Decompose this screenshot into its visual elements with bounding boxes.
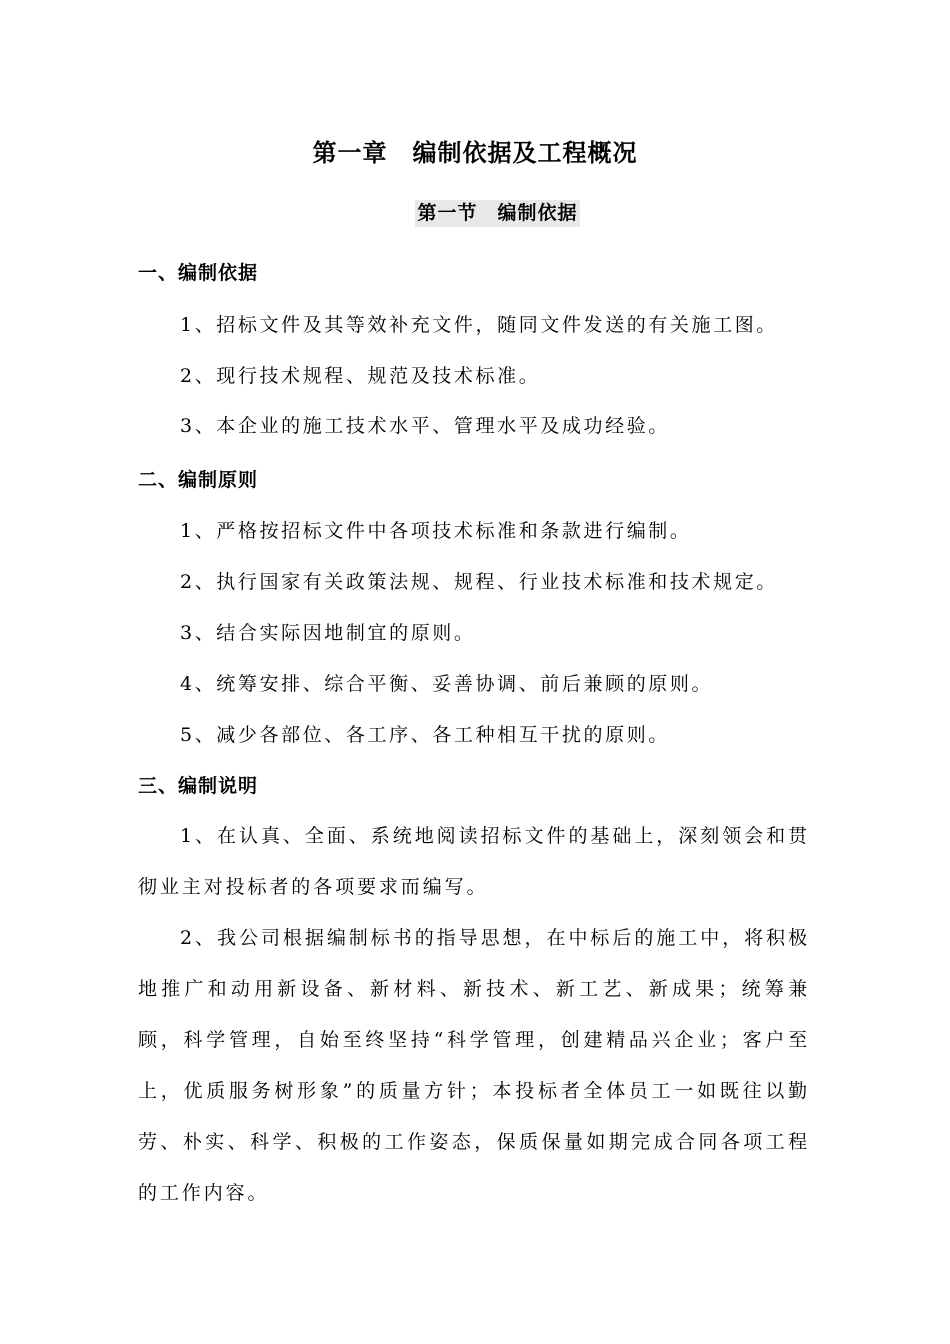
basis-item-3: 3、本企业的施工技术水平、管理水平及成功经验。 xyxy=(180,415,670,437)
heading-notes: 三、编制说明 xyxy=(138,775,259,797)
heading-basis: 一、编制依据 xyxy=(138,262,259,284)
principle-item-2: 2、执行国家有关政策法规、规程、行业技术标准和技术规定。 xyxy=(180,571,778,593)
section-title-wrap xyxy=(0,200,950,227)
principle-item-5: 5、减少各部位、各工序、各工种相互干扰的原则。 xyxy=(180,724,670,746)
notes-paragraph-2: 2、我公司根据编制标书的指导思想，在中标后的施工中，将积极地推广和动用新设备、新材料、新技术、新工艺、新成果；统筹兼顾，科学管理，自始至终坚持“科学管理，创建精品兴企业；客户至上，优质服务树形象”的质量方针；本投标者全体员工一如既往以勤劳、朴实、科学、积极的工作姿态，保质保量如期完成合同各项工程的工作内容。 xyxy=(138,927,810,1204)
notes-paragraph-1: 1、在认真、全面、系统地阅读招标文件的基础上，深刻领会和贯彻业主对投标者的各项要求而编写。 xyxy=(138,825,810,898)
basis-item-1: 1、招标文件及其等效补充文件，随同文件发送的有关施工图。 xyxy=(180,314,778,336)
chapter-title: 第一章 编制依据及工程概况 xyxy=(312,138,638,167)
principle-item-1: 1、严格按招标文件中各项技术标准和条款进行编制。 xyxy=(180,520,692,542)
principle-item-4: 4、统筹安排、综合平衡、妥善协调、前后兼顾的原则。 xyxy=(180,673,714,695)
basis-item-2: 2、现行技术规程、规范及技术标准。 xyxy=(180,365,541,387)
heading-principles: 二、编制原则 xyxy=(138,469,259,491)
principle-item-3: 3、结合实际因地制宜的原则。 xyxy=(180,622,476,644)
section-title: 第一节 编制依据 xyxy=(415,200,579,227)
